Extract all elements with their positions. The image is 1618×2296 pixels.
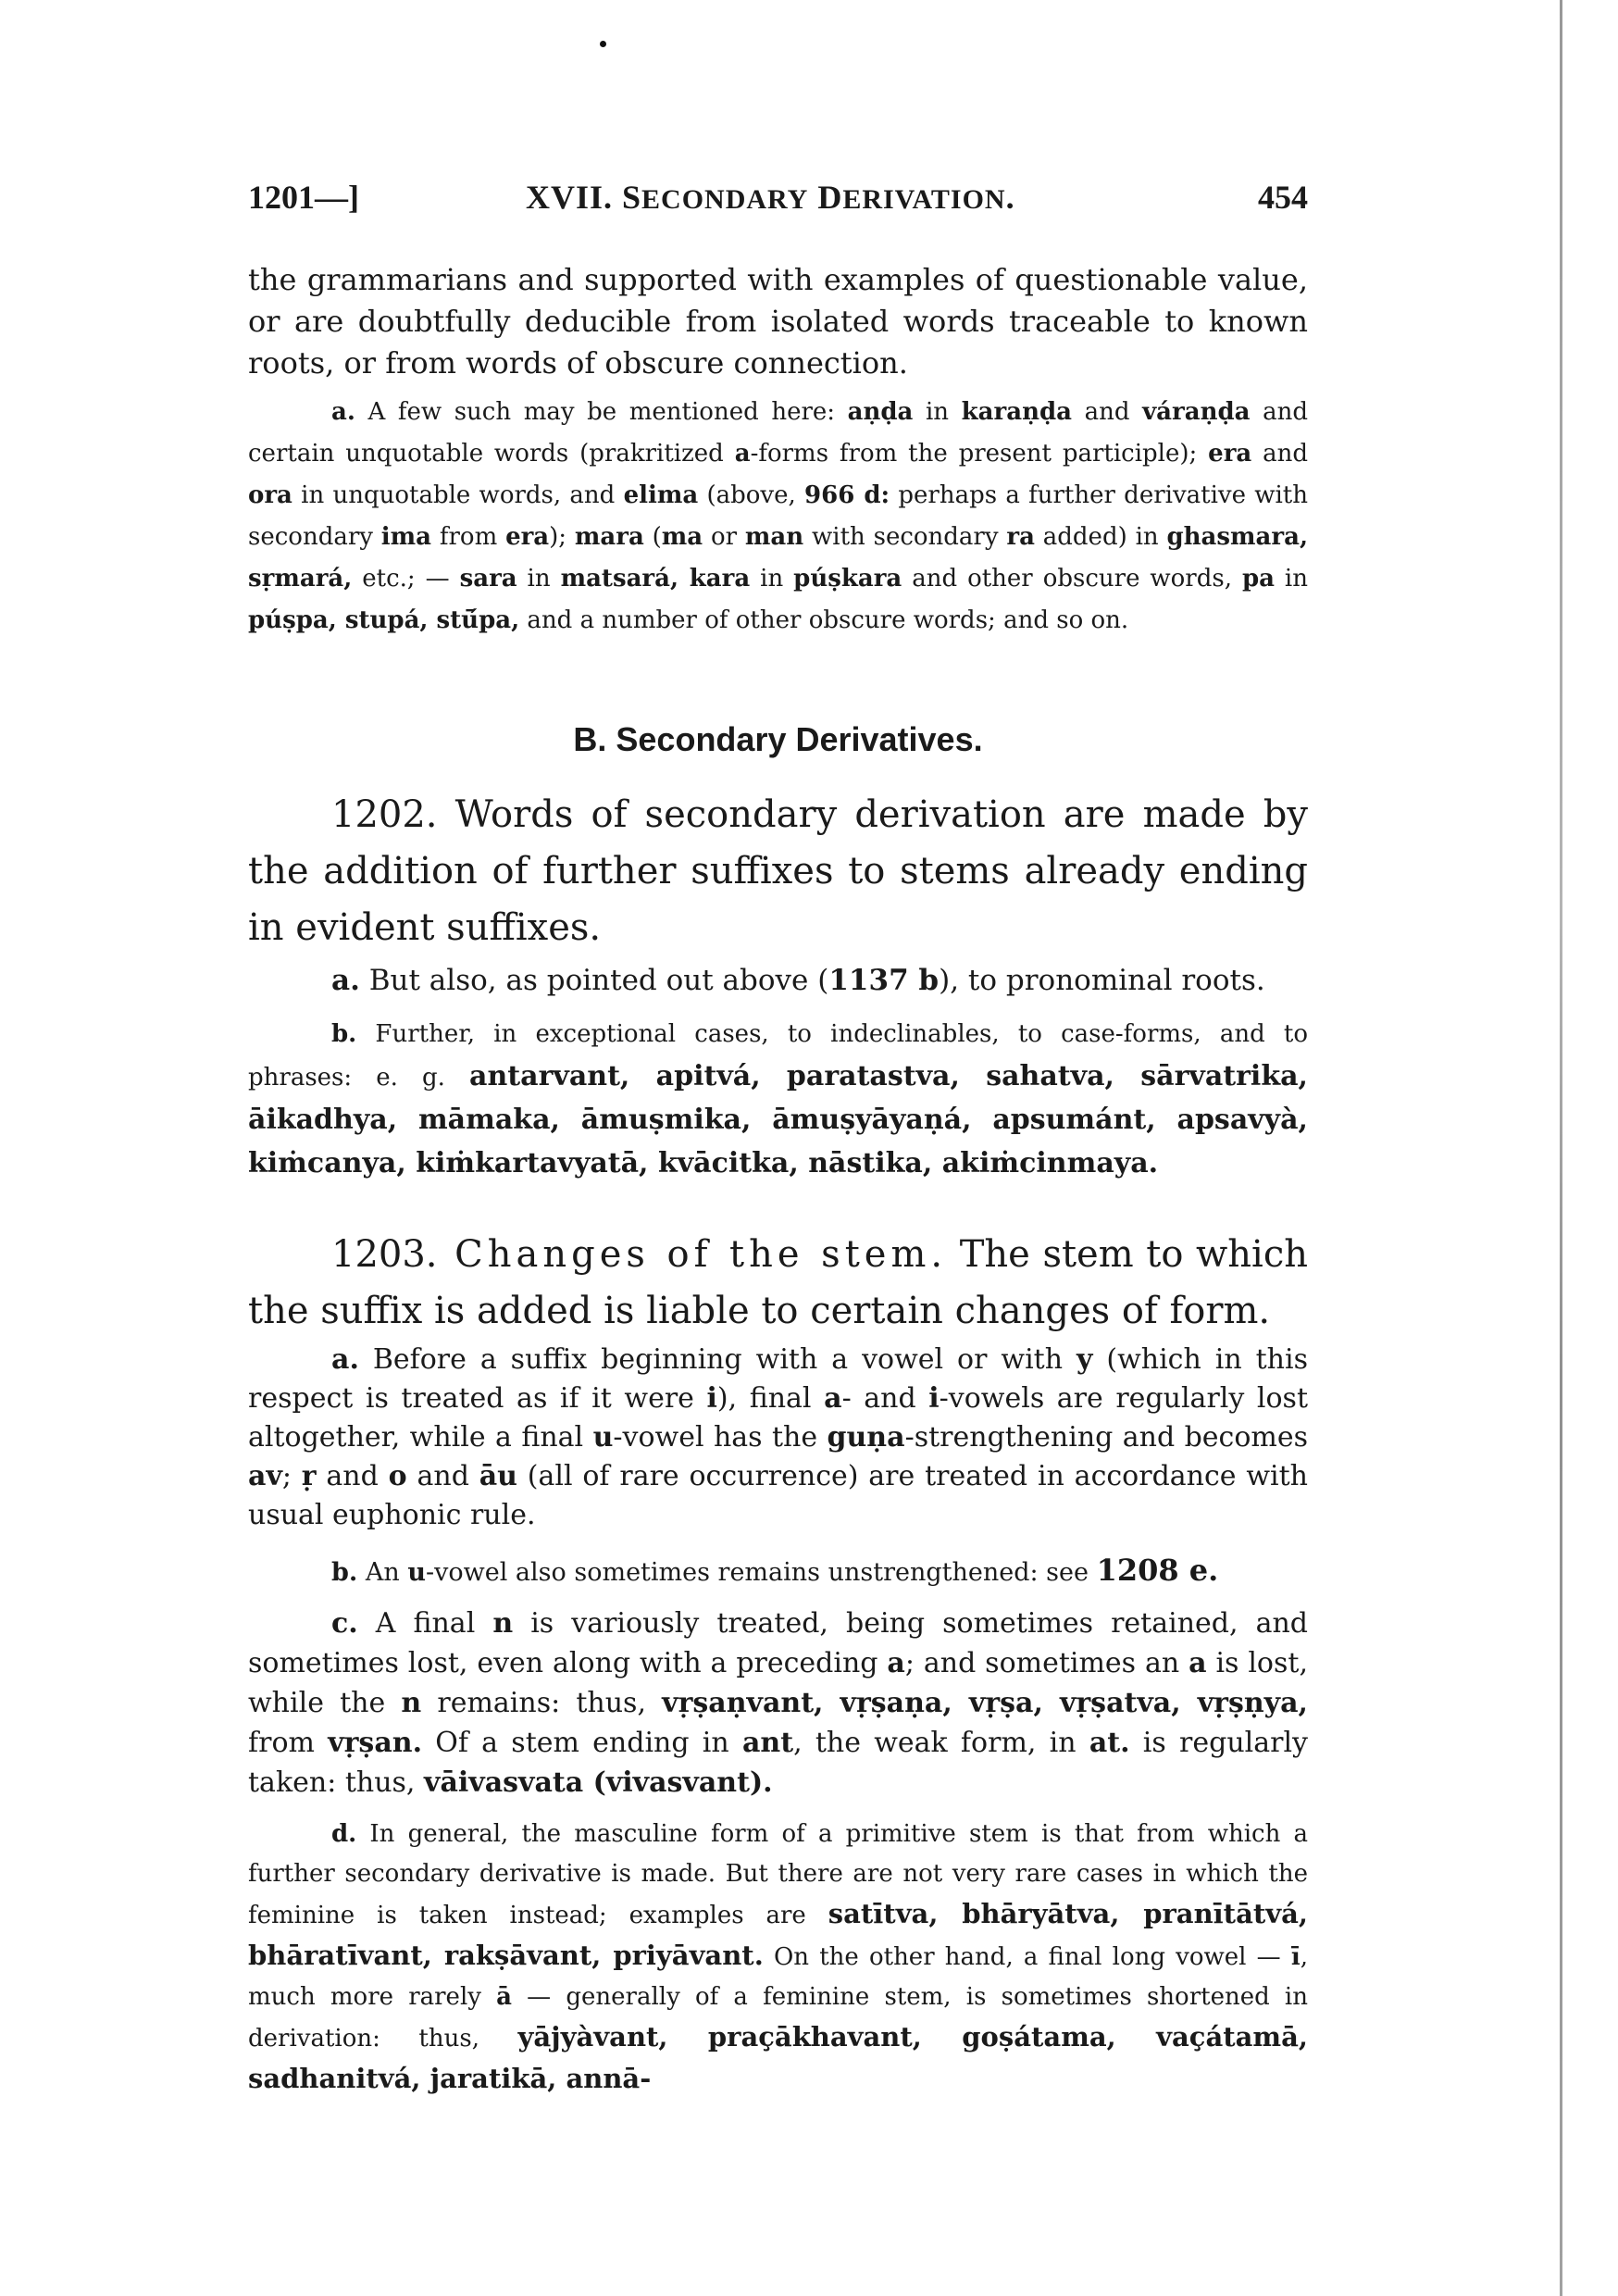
paragraph-1202a: a. But also, as pointed out above (1137 b), to pronominal roots. <box>331 964 1265 997</box>
paragraph-1203d: d. In general, the masculine form of a primitive stem is that from which a further secondary derivative is made. But there are not very rare cases in which the feminine is taken instead; examples are satītva, bhāryātva, pranītātvá, bhāratīvant, rakṣāvant, priyāvant. On the other hand, a final long vowel — ī, much more rarely ā — generally of a feminine stem, is sometimes shortened in derivation: thus, yājyàvant, praçākhavant, goṣátama, vaçátamā, sadhanitvá, jaratikā, annā- <box>248 1820 1308 2094</box>
paragraph-number: 1203. <box>331 1233 438 1276</box>
ink-dot <box>600 41 606 47</box>
paragraph-1203c: c. A final n is variously treated, being sometimes retained, and sometimes lost, even along with a preceding a; and sometimes an a is lost, while the n remains: thus, vṛṣaṇvant, vṛṣaṇa, vṛṣa, vṛṣatva, vṛṣṇya, from vṛṣan. Of a stem ending in ant, the weak form, in at. is regularly taken: thus, vāivasvata (vivasvant). <box>248 1607 1308 1799</box>
section-reference: 1201—] <box>248 179 359 216</box>
paragraph-1203b: b. An u-vowel also sometimes remains unstrengthened: see 1208 e. <box>331 1553 1219 1588</box>
paragraph-1203a: a. Before a suffix beginning with a vowel or with y (which in this respect is treated as if it were i), final a- and i-vowels are regularly lost altogether, while a final u-vowel has the guṇa-strengthening and becomes av; ṛ and o and āu (all of rare occurrence) are treated in accordance with usual euphonic rule. <box>248 1343 1309 1531</box>
section-heading-b: B. Secondary Derivatives. <box>573 720 983 758</box>
paragraph-number: 1202. <box>331 793 438 836</box>
page-edge-shadow <box>1560 0 1562 2296</box>
paragraph-1203: 1203. Changes of the stem. The stem to which the suffix is added is liable to certain changes of form. <box>248 1233 1308 1332</box>
paragraph-1202b: b. Further, in exceptional cases, to indeclinables, to case-forms, and to phrases: e. g. antarvant, apitvá, paratastva, sahatva, sārvatrika, āikadhya, māmaka, āmuṣmika, āmuṣyāyaṇá, apsumánt, apsavyà, kiṁcanya, kiṁkartavyatā, kvācitka, nāstika, akiṁcinmaya. <box>248 1020 1308 1179</box>
page-number: 454 <box>1258 179 1308 216</box>
paragraph-1202: 1202. Words of secondary derivation are made by the addition of further suffixes to stems already ending in evident suffixes. <box>248 793 1308 949</box>
running-header <box>248 178 1308 224</box>
paragraph-1201a: a. A few such may be mentioned here: aṇḍa in karaṇḍa and váraṇḍa and certain unquotable words (prakritized a-forms from the present participle); era and ora in unquotable words, and elima (above, 966 d: perhaps a further derivative with secondary ima from era); mara (ma or man with secondary ra added) in ghasmara, sṛmará, etc.; — sara in matsará, kara in púṣkara and other obscure words, pa in púṣpa, stupá, stū́pa, and a number of other obscure words; and so on. <box>248 398 1309 634</box>
chapter-title: XVII. SECONDARY DERIVATION. <box>526 179 1015 216</box>
paragraph-continuation: the grammarians and supported with examples of questionable value, or are doubtfully deducible from isolated words traceable to known roots, or from words of obscure connection. <box>248 262 1308 381</box>
